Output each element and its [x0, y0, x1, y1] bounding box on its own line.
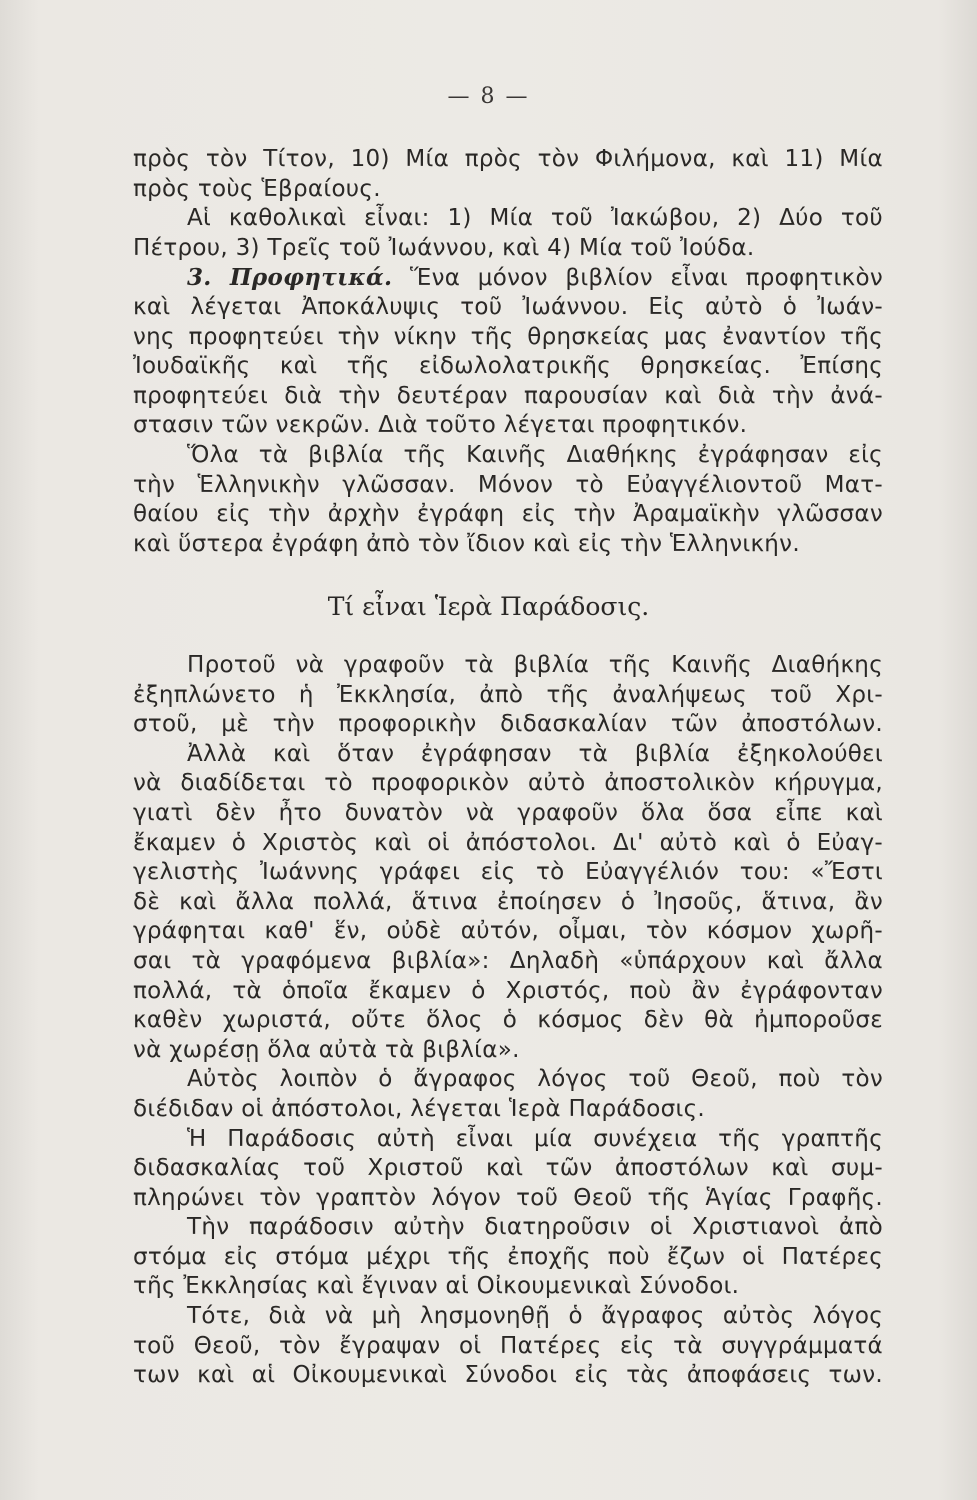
text-line: Τὴν παράδοσιν αὐτὴν διατηροῦσιν οἱ Χριστιανοὶ ἀπὸ [187, 1214, 883, 1241]
text-line [133, 263, 883, 293]
text-line: Αὐτὸς λοιπὸν ὁ ἄγραφος λόγος τοῦ Θεοῦ, ποὺ τὸν [187, 1066, 883, 1093]
text-line: πρὸς τὸν Τίτον, 10) Μία πρὸς τὸν Φιλήμονα, καὶ 11) Μία [133, 146, 883, 172]
text-line: θαίου εἰς τὴν ἀρχὴν ἐγράφη εἰς τὴν Ἀραμαϊκὴν γλῶσσαν [133, 501, 883, 528]
text-line: Αἱ καθολικαὶ εἶναι: 1) Μία τοῦ Ἰακώβου, 2) Δύο τοῦ [187, 205, 883, 232]
text-line: πολλά, τὰ ὁποῖα ἔκαμεν ὁ Χριστός, ποὺ ἂν ἐγράφονταν [133, 977, 883, 1004]
section-heading: Τί εἶναι Ἱερὰ Παράδοσις. [327, 592, 650, 621]
text-line: καθὲν χωριστά, οὔτε ὅλος ὁ κόσμος δὲν θὰ ἠμποροῦσε [133, 1007, 883, 1034]
text-line: γράφηται καθ' ἕν, οὐδὲ αὐτόν, οἶμαι, τὸν κόσμον χωρῆ- [133, 918, 883, 945]
text-line: ἐξηπλώνετο ἡ Ἐκκλησία, ἀπὸ τῆς ἀναλήψεως τοῦ Χρι- [133, 681, 883, 708]
text-line: τοῦ Θεοῦ, τὸν ἔγραψαν οἱ Πατέρες εἰς τὰ συγγράμματά [133, 1332, 883, 1359]
text-line: πρὸς τοὺς Ἑβραίους. [133, 175, 381, 202]
text-line: Τότε, διὰ νὰ μὴ λησμονηθῇ ὁ ἄγραφος αὐτὸς λόγος [187, 1303, 883, 1330]
text-line: Προτοῦ νὰ γραφοῦν τὰ βιβλία τῆς Καινῆς Διαθήκης [187, 652, 883, 678]
subsection-label: 3. Προφητικά. [187, 264, 393, 292]
page-number: — 8 — [447, 84, 530, 109]
text-line: νὰ διαδίδεται τὸ προφορικὸν αὐτὸ ἀποστολικὸν κήρυγμα, [133, 770, 883, 797]
text-line: ἔκαμεν ὁ Χριστὸς καὶ οἱ ἀπόστολοι. Δι' αὐτὸ καὶ ὁ Εὐαγ- [133, 829, 883, 856]
text-line: τῆς Ἐκκλησίας καὶ ἔγιναν αἱ Οἰκουμενικαὶ Σύνοδοι. [133, 1273, 740, 1300]
text-line: των καὶ αἱ Οἰκουμενικαὶ Σύνοδοι εἰς τὰς ἀποφάσεις των. [133, 1362, 883, 1389]
text-line: Πέτρου, 3) Τρεῖς τοῦ Ἰωάννου, καὶ 4) Μία τοῦ Ἰούδα. [133, 234, 755, 261]
text-line-rest: Ἕνα μόνον βιβλίον εἶναι προφητικὸν [392, 265, 883, 292]
text-line: προφητεύει διὰ τὴν δευτέραν παρουσίαν καὶ διὰ τὴν ἀνά- [133, 382, 883, 409]
text-line: γελιστὴς Ἰωάννης γράφει εἰς τὸ Εὐαγγέλιόν του: «Ἔστι [133, 859, 883, 886]
tradition-text-block [133, 651, 883, 1391]
text-line: σαι τὰ γραφόμενα βιβλία»: Δηλαδὴ «ὑπάρχουν καὶ ἄλλα [133, 947, 883, 974]
text-line: διδασκαλίας τοῦ Χριστοῦ καὶ τῶν ἀποστόλων καὶ συμ- [133, 1155, 883, 1182]
text-line: καὶ λέγεται Ἀποκάλυψις τοῦ Ἰωάννου. Εἰς αὐτὸ ὁ Ἰωάν- [133, 293, 883, 320]
text-line: Ἰουδαϊκῆς καὶ τῆς εἰδωλολατρικῆς θρησκείας. Ἐπίσης [133, 353, 883, 380]
text-line: καὶ ὕστερα ἐγράφη ἀπὸ τὸν ἴδιον καὶ εἰς τὴν Ἑλληνικήν. [133, 530, 800, 557]
text-line: Ὅλα τὰ βιβλία τῆς Καινῆς Διαθήκης ἐγράφησαν εἰς [187, 441, 883, 468]
text-line: στόμα εἰς στόμα μέχρι τῆς ἐποχῆς ποὺ ἔζων οἱ Πατέρες [133, 1243, 883, 1270]
text-line: Ἡ Παράδοσις αὐτὴ εἶναι μία συνέχεια τῆς γραπτῆς [187, 1125, 883, 1152]
text-line: Ἀλλὰ καὶ ὅταν ἐγράφησαν τὰ βιβλία ἐξηκολούθει [187, 740, 883, 767]
text-line: πληρώνει τὸν γραπτὸν λόγον τοῦ Θεοῦ τῆς Ἁγίας Γραφῆς. [133, 1184, 883, 1211]
text-line: δὲ καὶ ἄλλα πολλά, ἅτινα ἐποίησεν ὁ Ἰησοῦς, ἅτινα, ἂν [133, 888, 883, 915]
canon-text-block [133, 145, 883, 559]
text-line: στοῦ, μὲ τὴν προφορικὴν διδασκαλίαν τῶν ἀποστόλων. [133, 711, 883, 738]
text-line: νὰ χωρέσῃ ὅλα αὐτὰ τὰ βιβλία». [133, 1036, 520, 1063]
text-line: διέδιδαν οἱ ἀπόστολοι, λέγεται Ἱερὰ Παράδοσις. [133, 1095, 705, 1122]
text-line: τὴν Ἑλληνικὴν γλῶσσαν. Μόνον τὸ Εὐαγγέλιοντοῦ Ματ- [133, 471, 883, 498]
text-line: γιατὶ δὲν ἦτο δυνατὸν νὰ γραφοῦν ὅλα ὅσα εἶπε καὶ [133, 799, 883, 826]
text-line: στασιν τῶν νεκρῶν. Διὰ τοῦτο λέγεται προφητικόν. [133, 412, 748, 439]
text-line: νης προφητεύει τὴν νίκην τῆς θρησκείας μας ἐναντίον τῆς [133, 323, 883, 350]
